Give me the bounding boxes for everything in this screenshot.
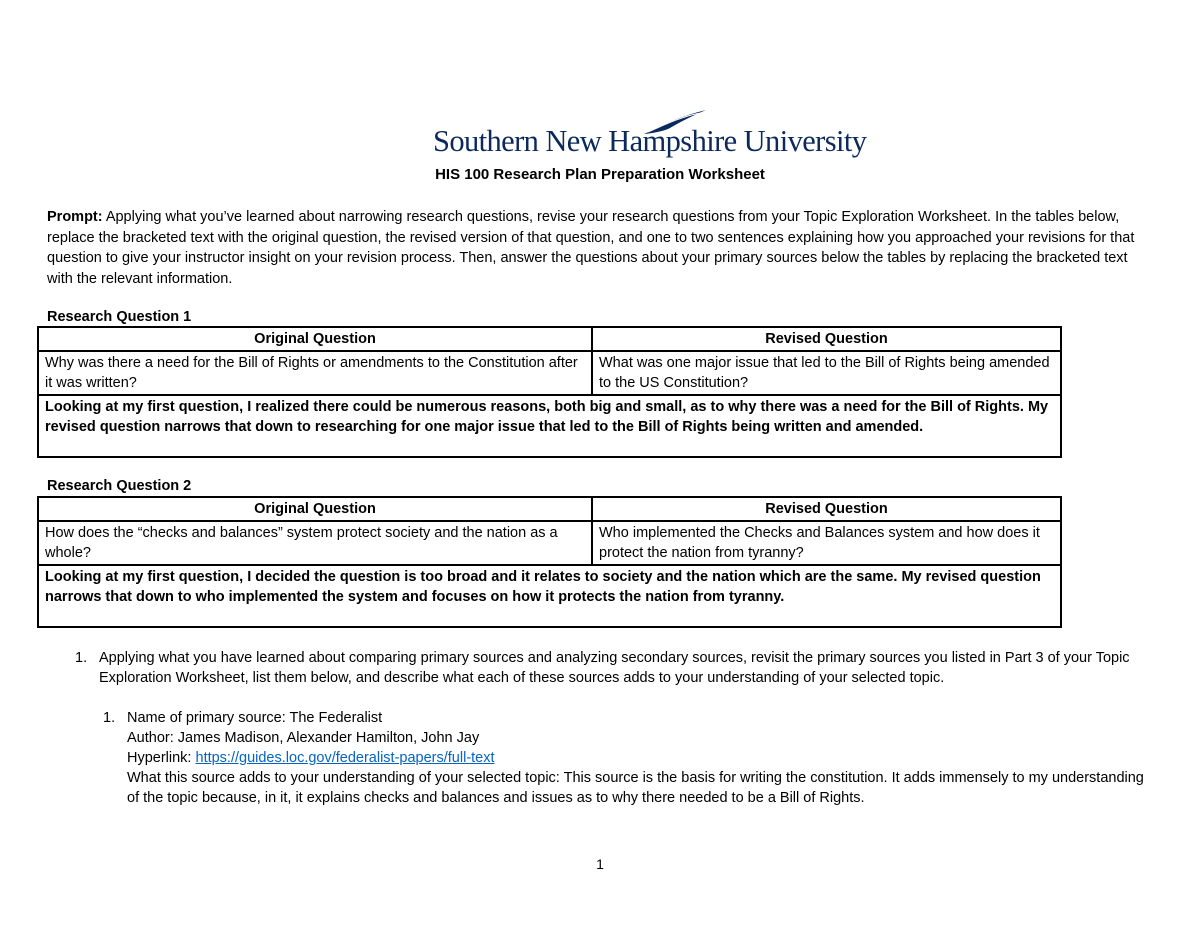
rq1-revised-question: What was one major issue that led to the Bill of Rights being amended to the US Constitution? (592, 351, 1061, 395)
page-number: 1 (596, 856, 604, 872)
rq2-table (37, 496, 1062, 628)
rq2-explanation: Looking at my first question, I decided the question is too broad and it relates to society and the nation which are the same. My revised question narrows that down to who implemented the system and focuses on how it protects the nation from tyranny. (38, 565, 1061, 627)
rq2-header-original: Original Question (38, 497, 592, 521)
rq2-revised-question: Who implemented the Checks and Balances system and how does it protect the nation from tyranny? (592, 521, 1061, 565)
logo-text: Southern New Hampshire University (433, 124, 867, 158)
university-logo (433, 108, 867, 160)
rq1-table (37, 326, 1062, 458)
question-1 (75, 648, 1175, 688)
rq1-explanation: Looking at my first question, I realized there could be numerous reasons, both big and small, as to why there was a need for the Bill of Rights. My revised question narrows that down to researching for one major issue that led to the Bill of Rights being written and amended. (38, 395, 1061, 457)
source-1-hyperlink-line (127, 748, 1147, 768)
rq1-header-original: Original Question (38, 327, 592, 351)
source-1-number: 1. (103, 710, 116, 726)
source-1-hyperlink-label: Hyperlink: (127, 750, 196, 766)
question-1-number: 1. (75, 650, 88, 666)
prompt-paragraph (47, 207, 1147, 289)
rq1-original-question: Why was there a need for the Bill of Rights or amendments to the Constitution after it was written? (38, 351, 592, 395)
rq2-label: Research Question 2 (47, 478, 192, 494)
source-1-name: Name of primary source: The Federalist (127, 710, 383, 726)
source-1-hyperlink[interactable]: https://guides.loc.gov/federalist-papers/full-text (195, 750, 495, 766)
rq1-header-revised: Revised Question (592, 327, 1061, 351)
rq2-header-revised: Revised Question (592, 497, 1061, 521)
prompt-text: Applying what you’ve learned about narrowing research questions, revise your research questions from your Topic Exploration Worksheet. In the tables below, replace the bracketed text with the original question, the revised version of that question, and one to two sentences explaining how you approached your revisions for that question to give your instructor insight on your revision process. Then, answer the questions about your primary sources below the tables by replacing the bracketed text with the relevant information. (47, 209, 1135, 287)
rq2-original-question: How does the “checks and balances” system protect society and the nation as a whole? (38, 521, 592, 565)
rq1-label: Research Question 1 (47, 309, 192, 325)
source-1-adds: What this source adds to your understanding of your selected topic: This source is the basis for writing the constitution. It adds immensely to my understanding of the topic because, in it, it explains checks and balances and issues as to why there needed to be a Bill of Rights. (127, 770, 1144, 806)
page-title: HIS 100 Research Plan Preparation Worksheet (435, 166, 765, 183)
source-1-author: Author: James Madison, Alexander Hamilton, John Jay (127, 730, 480, 746)
prompt-label: Prompt: (47, 209, 103, 225)
question-1-text: Applying what you have learned about comparing primary sources and analyzing secondary sources, revisit the primary sources you listed in Part 3 of your Topic Exploration Worksheet, list them below, and describe what each of these sources adds to your understanding of your selected topic. (99, 650, 1130, 686)
